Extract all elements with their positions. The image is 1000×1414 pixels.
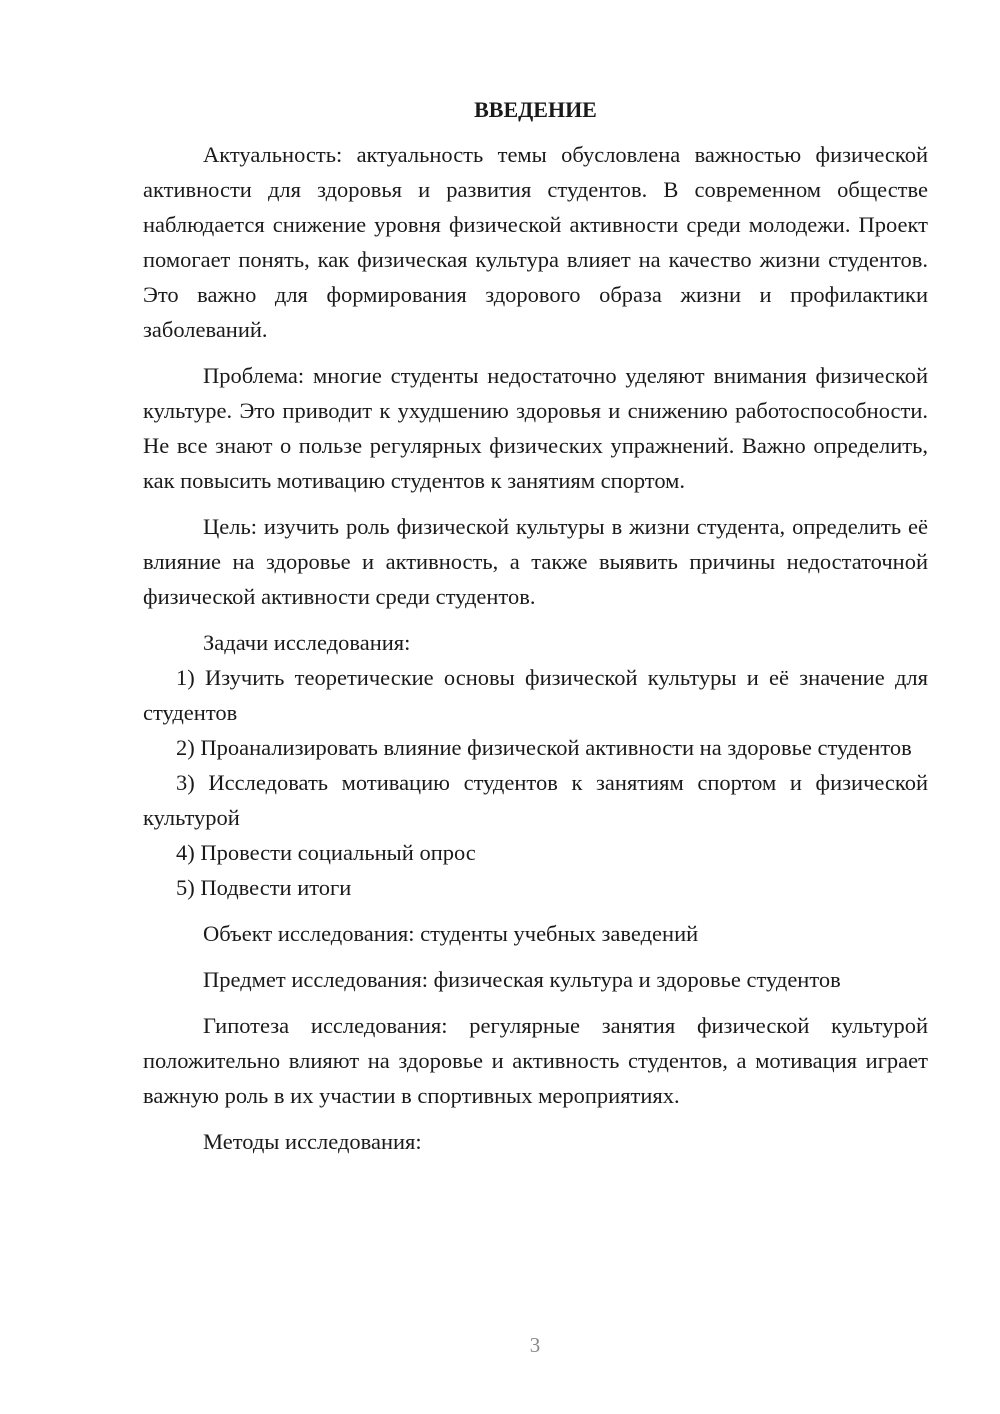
tasks-heading: Задачи исследования: xyxy=(203,630,411,655)
paragraph-goal: Цель: изучить роль физической культуры в жизни студента, определить её влияние на здоровье и активность, а также выявить причины недостаточной физической активности среди студентов. xyxy=(143,514,928,609)
document-page xyxy=(143,92,928,1159)
paragraph-subject: Предмет исследования: физическая культура и здоровье студентов xyxy=(203,967,841,992)
list-item: 4) Провести социальный опрос xyxy=(176,840,476,865)
paragraph-object: Объект исследования: студенты учебных заведений xyxy=(203,921,699,946)
tasks-list xyxy=(143,660,928,905)
list-item: 2) Проанализировать влияние физической активности на здоровье студентов xyxy=(176,735,912,760)
page-title: ВВЕДЕНИЕ xyxy=(474,97,597,122)
methods-heading: Методы исследования: xyxy=(203,1129,422,1154)
paragraph-problem: Проблема: многие студенты недостаточно уделяют внимания физической культуре. Это приводит к ухудшению здоровья и снижению работоспособности. Не все знают о пользе регулярных физических упражнений. Важно определить, как повысить мотивацию студентов к занятиям спортом. xyxy=(143,363,928,493)
paragraph-hypothesis: Гипотеза исследования: регулярные занятия физической культурой положительно влияют на здоровье и активность студентов, а мотивация играет важную роль в их участии в спортивных мероприятиях. xyxy=(143,1013,928,1108)
page-number: 3 xyxy=(529,1333,541,1357)
list-item: 1) Изучить теоретические основы физической культуры и её значение для студентов xyxy=(143,665,928,725)
paragraph-relevance: Актуальность: актуальность темы обусловлена важностью физической активности для здоровья и развития студентов. В современном обществе наблюдается снижение уровня физической активности среди молодежи. Проект помогает понять, как физическая культура влияет на качество жизни студентов. Это важно для формирования здорового образа жизни и профилактики заболеваний. xyxy=(143,142,928,342)
list-item: 5) Подвести итоги xyxy=(176,875,352,900)
list-item: 3) Исследовать мотивацию студентов к занятиям спортом и физической культурой xyxy=(143,770,928,830)
